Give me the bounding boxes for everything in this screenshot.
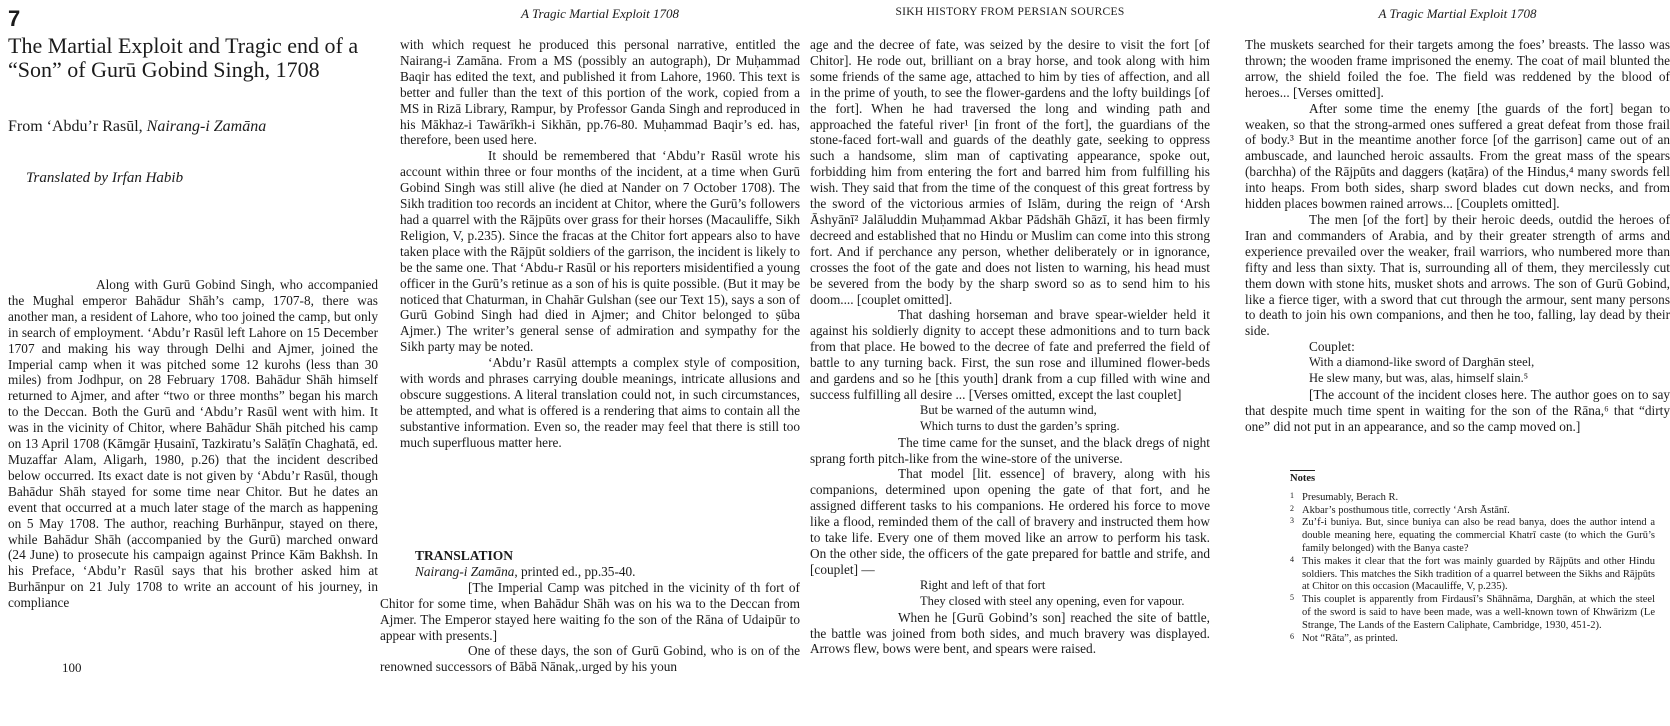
subtitle-prefix: From ‘Abdu’r Rasūl, bbox=[8, 118, 147, 135]
footnotes bbox=[1290, 470, 1655, 645]
translation-section bbox=[380, 548, 800, 675]
footnote bbox=[1290, 492, 1655, 505]
paragraph: The time came for the sunset, and the black dregs of night sprang forth pitch-like from the wine-store of the universe. bbox=[810, 434, 1210, 466]
verse-line: Which turns to dust the garden’s spring. bbox=[920, 418, 1120, 433]
intro-paragraph: Along with Gurū Gobind Singh, who accompanied the Mughal emperor Bahādur Shāh’s camp, 1707-8, there was another man, a resident of Lahore, who too joined the camp, but only in search of employment. ‘Abdu’r Rasūl left Lahore on 15 December 1707 and making his way through Delhi and Ajmer, joined the Imperial camp when it was pitched some 12 kurohs (less than 30 miles) from Jodhpur, on 28 February 1708. Bahādur Shāh himself returned to Ajmer, and after “two or three months” began his march to the Deccan. Both the Gurū and ‘Abdu’r Rasūl went with him. It was in the vicinity of Chitor, where Bahādur Shāh pitched his camp on 13 April 1708 (Kāmgār Ḥusainī, Tazkiratu’s Salāṭīn Chaghatā, ed. Muzaffar Alam, Aligarh, 1980, p.26) that the incident described below occurred. Its exact date is not given by ‘Abdu’r Rasūl, though Bahādur Shāh stayed for some time near Chitor. But he dates an event that occurred at a much later stage of the march as happening on 5 May 1708. The author, reaching Burhānpur, stayed on there, while Bahādur Shāh (accompanied by the Gurū) marched onward (24 June) to prosecute his campaign against Prince Kām Bakhsh. In his Preface, ‘Abdu’r Rasūl says that his brother asked him at Burhānpur on 21 July 1708 to write an account of his journey, in compliance bbox=[8, 277, 378, 611]
chapter-subtitle bbox=[8, 118, 266, 136]
footnote bbox=[1290, 505, 1655, 518]
page-101 bbox=[380, 0, 800, 726]
running-head: A Tragic Martial Exploit 1708 bbox=[521, 6, 679, 21]
source-citation bbox=[380, 564, 800, 580]
intro-column bbox=[8, 277, 378, 611]
paragraph: ‘Abdu’r Rasūl attempts a complex style of composition, with words and phrases carrying double meanings, intricate allusions and obscure suggestions. A literal translation could not, in such circumstances, be attempted, and what is offered is a rendering that aims to contain all the substantive information. Even so, the reader may feel that there is still too much superfluous matter here. bbox=[400, 355, 800, 450]
verse-line: Right and left of that fort bbox=[920, 577, 1046, 592]
footnote-text: Presumably, Berach R. bbox=[1302, 491, 1399, 503]
footnote-text: Akbar’s posthumous title, correctly ‘Arsh Āstānī. bbox=[1302, 504, 1510, 516]
footnote-number: 4 bbox=[1290, 554, 1294, 564]
verse-line: But be warned of the autumn wind, bbox=[920, 402, 1097, 417]
footnote-number: 6 bbox=[1290, 631, 1294, 641]
page-103 bbox=[1245, 0, 1670, 726]
footnote bbox=[1290, 517, 1655, 555]
footnote-text: Zu’f-i buniya. But, since buniya can also be read banya, does the author intend a double meaning here, equating the commercial Khatrī caste (to which the Gurū’s family belonged) with the Banya caste? bbox=[1302, 517, 1655, 554]
source-title: Nairang-i Zamāna bbox=[415, 563, 515, 579]
footnote-text: Not “Rāta”, as printed. bbox=[1302, 632, 1398, 644]
footnote bbox=[1290, 556, 1655, 594]
section-heading: TRANSLATION bbox=[415, 548, 514, 563]
paragraph: [The account of the incident closes here. The author goes on to say that despite much time spent in waiting for the son of the Rāna,⁶ that “dirty one” did not put in an appearance, and so the camp moved on.] bbox=[1245, 386, 1670, 434]
page-100 bbox=[0, 0, 378, 726]
page-number: 100 bbox=[62, 660, 82, 675]
verse-line: He slew many, but was, alas, himself slain.⁵ bbox=[1309, 371, 1529, 386]
notes-heading: Notes bbox=[1290, 470, 1315, 486]
footnote-text: This couplet is apparently from Firdausī’s Shāhnāma, Darghān, at which the steel of the sword is said to have been made, was a well-known town of Khwārizm (Le Strange, The Lands of the Eastern Caliphate, Cambridge, 1930, 451-2). bbox=[1302, 594, 1655, 631]
page-102 bbox=[810, 0, 1210, 726]
footnote-number: 3 bbox=[1290, 516, 1294, 526]
chapter-number: 7 bbox=[8, 6, 21, 31]
chapter-title: The Martial Exploit and Tragic end of a “Son” of Gurū Gobind Singh, 1708 bbox=[8, 33, 359, 82]
source-pages: , printed ed., pp.35-40. bbox=[514, 563, 636, 579]
translation-column bbox=[1245, 37, 1670, 435]
paragraph: with which request he produced this personal narrative, entitled the Nairang-i Zamāna. From a MS (possibly an autograph), Dr Muḥammad Baqir has edited the text, and published it from Lahore, 1960. This text is better and fuller than the text of this portion of the work, copied from a MS in Rizā Library, Rampur, by Professor Ganda Singh and reproduced in his Mākhaz-i Tawārīkh-i Sikhān, pp.76-80. Muḥammad Baqir’s ed. has, therefore, been used here. bbox=[400, 37, 800, 148]
running-head: SIKH HISTORY FROM PERSIAN SOURCES bbox=[895, 6, 1125, 18]
paragraph: The muskets searched for their targets among the foes’ breasts. The lasso was thrown; the wooden frame imprisoned the enemy. The coat of mail blunted the arrow, the shield foiled the foe. The field was reddened by the blood of heroes... [Verses omitted]. bbox=[1245, 37, 1670, 100]
paragraph: age and the decree of fate, was seized by the desire to visit the fort [of Chitor]. He rode out, brilliant on a bray horse, and took along with him some friends of the same age, attached to him by ties of affection, and all in the prime of youth, to see the flower-gardens and the lofty buildings [of the fort]. When he had traversed the long and winding path and approached the fateful river¹ [in front of the fort], the guardians of the stone-faced fort-wall and guards of the deathly gate, seeking to oppress such a handsome, slim man of captivating appearance, spoke out, forbidding him from entering the fort and barred him from fulfilling his wish. They said that from the time of the conquest of this great fortress by the sword of the victorious armies of Islām, during the reign of ‘Arsh Āshyānī² Jalāluddin Muḥammad Akbar Pādshāh Ghāzī, it has been firmly decreed and established that no Hindu or Muslim can come into this strong fort. And if perchance any person, whether deliberately or in ignorance, crosses the foot of the gate and does not listen to warning, his head must be severed from the body by the sharp sword so as to send him to his doom.... [couplet omitted]. bbox=[810, 37, 1210, 307]
verse-line: With a diamond-like sword of Darghān steel, bbox=[1309, 355, 1535, 370]
paragraph: One of these days, the son of Gurū Gobind, who is on of the renowned successors of Bābā Nānak,.urged by his youn bbox=[380, 643, 800, 675]
subtitle-work: Nairang-i Zamāna bbox=[146, 118, 267, 135]
translation-column bbox=[810, 37, 1210, 657]
footnote-number: 5 bbox=[1290, 593, 1294, 603]
paragraph: When he [Gurū Gobind’s son] reached the site of battle, the battle was joined from both sides, and much bravery was displayed. Arrows flew, bows were bent, and spears were raised. bbox=[810, 609, 1210, 657]
paragraph: After some time the enemy [the guards of the fort] began to weaken, so that the strong-armed ones suffered a great defeat from those frail of body.³ But in the meantime another force [of the garrison] came out of an ambuscade, and launched heroic assaults. From the great mass of the spears (barchha) of the Rājpūts and daggers (kaṭāra) of the Hindus,⁴ many swords fell into heaps. From both sides, sharp sword blades cut down necks, and from hidden places bowmen rained arrows... [Couplets omitted]. bbox=[1245, 100, 1670, 212]
footnote-number: 1 bbox=[1290, 490, 1294, 500]
verse-line: They closed with steel any opening, even for vapour. bbox=[920, 593, 1185, 608]
running-head: A Tragic Martial Exploit 1708 bbox=[1378, 6, 1537, 21]
paragraph: The men [of the fort] by their heroic deeds, outdid the heroes of Iran and commanders of Arabia, and by their greater strength of arms and experience prevailed over the weaker, frail warriors, who numbered more than fifty and less than sixty. That is, surrounding all of them, they mercilessly cut them down with stone hits, musket shots and arrows. The son of Gurū Gobind, like a fierce tiger, with a sword that cut through the armour, sent many persons to death to join his own companions, and then he too, falling, lay dead by their side. bbox=[1245, 211, 1670, 339]
paragraph: That dashing horseman and brave spear-wielder held it against his soldierly dignity to accept these admonitions and to turn back from that place. He bowed to the decree of fate and preferred the field of battle to any turning back. First, the sun rose and illumined flower-beds and gardens and so he [this youth] drank from a cup filled with wine and success fulfilling all desire ... [Verses omitted, except the last couplet] bbox=[810, 307, 1210, 402]
footnote-number: 2 bbox=[1290, 503, 1294, 513]
paragraph: That model [lit. essence] of bravery, along with his companions, determined upon opening the gate of that fort, and he assigned different tasks to his companions. He ordered his force to move like a flood, reminded them of the call of bravery and instructed them how to take life. Every one of them moved like an arrow to perform his task. On the other side, the officers of the gate prepared for battle and strife, and [couplet] — bbox=[810, 466, 1210, 577]
couplet-label: Couplet: bbox=[1309, 339, 1355, 355]
footnote bbox=[1290, 633, 1655, 646]
paragraph: It should be remembered that ‘Abdu’r Rasūl wrote his account within three or four months of the incident, at a time when Gurū Gobind Singh was still alive (he died at Nander on 7 October 1708). The Sikh tradition too records an incident at Chitor, where the Gurū’s followers had a quarrel with the Rājpūts over grass for their horses (Macauliffe, Sikh Religion, V, p.235). Since the fracas at the Chitor fort appears also to have taken place with the Rājpūt soldiers of the garrison, the incident is likely to be the same one. That ‘Abdu-r Rasūl or his reporters misidentified a young officer in the Gurū’s retinue as a son of his is quite possible. (But it may be noticed that Chaturman, in Chahār Gulshan (see our Text 15), says a son of Gurū Gobind Singh had died in Ajmer; and Chitor belonged to ṣūba Ajmer.) The writer’s general sense of admiration and sympathy for the Sikh party may be noted. bbox=[400, 148, 800, 355]
paragraph: [The Imperial Camp was pitched in the vicinity of th fort of Chitor for some time, when Bahādur Shāh was on his wa to the Deccan from Ajmer. The Emperor stayed here waiting fo the son of the Rāna of Udaipūr to appear with presents.] bbox=[380, 579, 800, 643]
footnote bbox=[1290, 594, 1655, 632]
translator-credit: Translated by Irfan Habib bbox=[26, 170, 184, 186]
footnote-text: This makes it clear that the fort was mainly guarded by Rājpūts and other Hindu soldiers. This matches the Sikh tradition of a quarrel between the Sikhs and Rājpūts at Chitor on this occasion (Macauliffe, V, p.235). bbox=[1302, 555, 1655, 593]
intro-continued-column bbox=[400, 37, 800, 451]
